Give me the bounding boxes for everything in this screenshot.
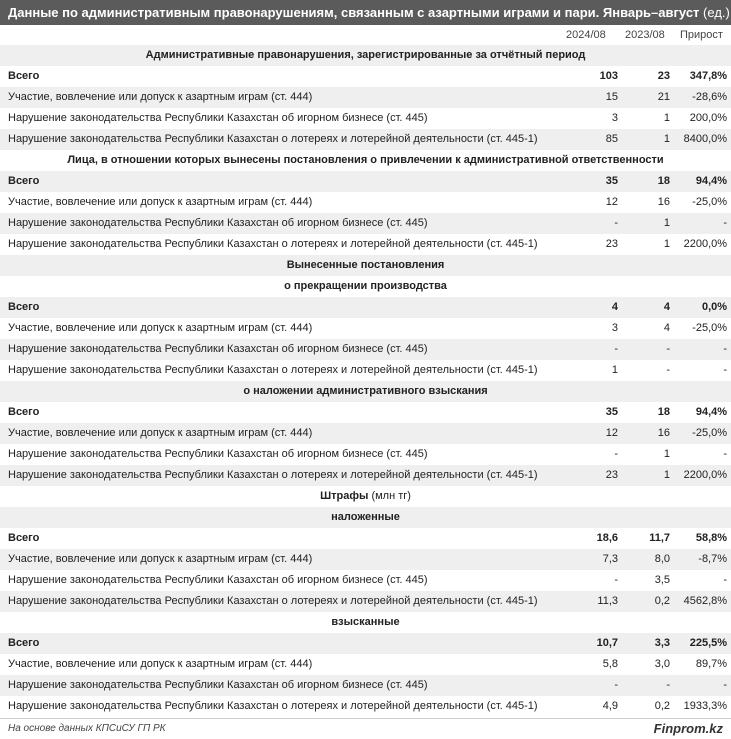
value-2023: 1 — [620, 465, 672, 486]
footer — [0, 718, 731, 739]
table-row — [0, 129, 731, 150]
section-header-row — [0, 276, 731, 297]
value-growth: 1933,3% — [672, 696, 731, 717]
value-2024: 23 — [560, 234, 620, 255]
value-2024: - — [560, 339, 620, 360]
total-row — [0, 171, 731, 192]
value-2023: 16 — [620, 423, 672, 444]
value-growth: 58,8% — [672, 528, 731, 549]
value-growth: -25,0% — [672, 192, 731, 213]
section-title-text: о наложении административного взыскания — [243, 385, 488, 397]
value-growth: -8,7% — [672, 549, 731, 570]
section-title-text: Вынесенные постановления — [286, 259, 445, 271]
row-label: Нарушение законодательства Республики Казахстан об игорном бизнесе (ст. 445) — [0, 444, 560, 465]
value-2024: 85 — [560, 129, 620, 150]
row-label: Нарушение законодательства Республики Казахстан о лотереях и лотерейной деятельности (ст. 445-1) — [0, 234, 560, 255]
value-2024: 15 — [560, 87, 620, 108]
value-growth: - — [672, 675, 731, 696]
value-2024: 12 — [560, 423, 620, 444]
value-growth: - — [672, 360, 731, 381]
value-growth: 2200,0% — [672, 234, 731, 255]
table-row — [0, 444, 731, 465]
section-title-text: Штрафы — [320, 490, 369, 502]
value-growth: -25,0% — [672, 423, 731, 444]
value-2023: 21 — [620, 87, 672, 108]
row-label: Нарушение законодательства Республики Казахстан о лотереях и лотерейной деятельности (ст. 445-1) — [0, 696, 560, 717]
value-2023: 1 — [620, 234, 672, 255]
row-label: Участие, вовлечение или допуск к азартным играм (ст. 444) — [0, 423, 560, 444]
row-label: Всего — [0, 633, 560, 654]
value-2023: 23 — [620, 66, 672, 87]
value-2024: - — [560, 675, 620, 696]
value-2024: 3 — [560, 108, 620, 129]
value-2024: - — [560, 444, 620, 465]
row-label: Нарушение законодательства Республики Казахстан о лотереях и лотерейной деятельности (ст. 445-1) — [0, 360, 560, 381]
value-growth: -28,6% — [672, 87, 731, 108]
value-growth: 200,0% — [672, 108, 731, 129]
report-title-unit: (ед.) — [703, 5, 730, 20]
value-2024: 10,7 — [560, 633, 620, 654]
value-2023: 3,5 — [620, 570, 672, 591]
table-row — [0, 675, 731, 696]
section-header-row — [0, 486, 731, 507]
total-row — [0, 633, 731, 654]
value-2023: 18 — [620, 402, 672, 423]
section-header-row — [0, 381, 731, 402]
table-row — [0, 654, 731, 675]
section-title-text: о прекращении производства — [284, 280, 447, 292]
section-title — [0, 150, 731, 171]
value-2024: 11,3 — [560, 591, 620, 612]
table-row — [0, 360, 731, 381]
section-header-row — [0, 612, 731, 633]
table-row — [0, 318, 731, 339]
value-2023: 1 — [620, 108, 672, 129]
table-row — [0, 570, 731, 591]
column-header-row — [0, 25, 731, 45]
value-growth: 8400,0% — [672, 129, 731, 150]
section-title — [0, 381, 731, 402]
total-row — [0, 402, 731, 423]
row-label: Нарушение законодательства Республики Казахстан об игорном бизнесе (ст. 445) — [0, 339, 560, 360]
report-title — [0, 0, 731, 25]
total-row — [0, 297, 731, 318]
value-growth: 2200,0% — [672, 465, 731, 486]
value-growth: - — [672, 570, 731, 591]
section-title — [0, 276, 731, 297]
value-2023: 11,7 — [620, 528, 672, 549]
value-growth: - — [672, 444, 731, 465]
row-label: Нарушение законодательства Республики Казахстан о лотереях и лотерейной деятельности (ст. 445-1) — [0, 591, 560, 612]
section-title — [0, 45, 731, 66]
table-row — [0, 192, 731, 213]
row-label: Нарушение законодательства Республики Казахстан об игорном бизнесе (ст. 445) — [0, 108, 560, 129]
row-label: Нарушение законодательства Республики Казахстан об игорном бизнесе (ст. 445) — [0, 213, 560, 234]
section-title-text: Лица, в отношении которых вынесены постановления о привлечении к административной ответственности — [67, 154, 664, 166]
section-header-row — [0, 45, 731, 66]
value-2023: 0,2 — [620, 591, 672, 612]
table-row — [0, 234, 731, 255]
value-2024: - — [560, 570, 620, 591]
value-2024: 7,3 — [560, 549, 620, 570]
value-2023: 0,2 — [620, 696, 672, 717]
column-header-2023: 2023/08 — [625, 29, 665, 41]
value-growth: 89,7% — [672, 654, 731, 675]
table-row — [0, 465, 731, 486]
value-2023: 3,3 — [620, 633, 672, 654]
section-unit: (млн тг) — [371, 490, 411, 502]
section-title — [0, 612, 731, 633]
brand-logo-text: Finprom.kz — [653, 721, 723, 736]
value-2023: - — [620, 360, 672, 381]
table-row — [0, 108, 731, 129]
row-label: Участие, вовлечение или допуск к азартным играм (ст. 444) — [0, 87, 560, 108]
value-growth: 4562,8% — [672, 591, 731, 612]
total-row — [0, 66, 731, 87]
table-row — [0, 213, 731, 234]
value-growth: 347,8% — [672, 66, 731, 87]
row-label: Участие, вовлечение или допуск к азартным играм (ст. 444) — [0, 318, 560, 339]
value-2023: 8,0 — [620, 549, 672, 570]
data-table — [0, 45, 731, 717]
section-title-text: наложенные — [331, 511, 400, 523]
row-label: Всего — [0, 171, 560, 192]
table-row — [0, 423, 731, 444]
section-header-row — [0, 507, 731, 528]
value-2023: - — [620, 339, 672, 360]
value-2024: 5,8 — [560, 654, 620, 675]
row-label: Участие, вовлечение или допуск к азартным играм (ст. 444) — [0, 549, 560, 570]
value-2023: 1 — [620, 129, 672, 150]
row-label: Всего — [0, 528, 560, 549]
section-title-text: взысканные — [331, 616, 400, 628]
value-2024: 18,6 — [560, 528, 620, 549]
value-2023: 4 — [620, 318, 672, 339]
value-2024: 12 — [560, 192, 620, 213]
section-title-text: Административные правонарушения, зарегистрированные за отчётный период — [145, 49, 586, 61]
value-growth: -25,0% — [672, 318, 731, 339]
value-growth: 0,0% — [672, 297, 731, 318]
row-label: Нарушение законодательства Республики Казахстан о лотереях и лотерейной деятельности (ст. 445-1) — [0, 465, 560, 486]
value-2024: 103 — [560, 66, 620, 87]
row-label: Всего — [0, 402, 560, 423]
value-growth: - — [672, 213, 731, 234]
value-2023: - — [620, 675, 672, 696]
value-2024: 4 — [560, 297, 620, 318]
value-2023: 3,0 — [620, 654, 672, 675]
table-row — [0, 696, 731, 717]
value-growth: - — [672, 339, 731, 360]
row-label: Нарушение законодательства Республики Казахстан о лотереях и лотерейной деятельности (ст. 445-1) — [0, 129, 560, 150]
value-2024: 35 — [560, 171, 620, 192]
row-label: Нарушение законодательства Республики Казахстан об игорном бизнесе (ст. 445) — [0, 675, 560, 696]
value-2024: 3 — [560, 318, 620, 339]
table-row — [0, 591, 731, 612]
value-2023: 4 — [620, 297, 672, 318]
value-2024: 4,9 — [560, 696, 620, 717]
total-row — [0, 528, 731, 549]
row-label: Участие, вовлечение или допуск к азартным играм (ст. 444) — [0, 654, 560, 675]
value-2024: 35 — [560, 402, 620, 423]
report-title-text: Данные по административным правонарушениям, связанным с азартными играми и пари. Январь–август — [8, 5, 700, 20]
section-title — [0, 507, 731, 528]
section-header-row — [0, 150, 731, 171]
value-growth: 94,4% — [672, 171, 731, 192]
row-label: Всего — [0, 66, 560, 87]
value-growth: 94,4% — [672, 402, 731, 423]
data-table-body — [0, 45, 731, 717]
row-label: Всего — [0, 297, 560, 318]
value-growth: 225,5% — [672, 633, 731, 654]
value-2023: 1 — [620, 444, 672, 465]
section-header-row — [0, 255, 731, 276]
row-label: Нарушение законодательства Республики Казахстан об игорном бизнесе (ст. 445) — [0, 570, 560, 591]
value-2024: 1 — [560, 360, 620, 381]
table-row — [0, 549, 731, 570]
value-2023: 1 — [620, 213, 672, 234]
section-title — [0, 255, 731, 276]
value-2023: 18 — [620, 171, 672, 192]
column-header-growth: Прирост — [680, 29, 723, 41]
table-row — [0, 87, 731, 108]
table-row — [0, 339, 731, 360]
value-2023: 16 — [620, 192, 672, 213]
column-header-2024: 2024/08 — [566, 29, 606, 41]
value-2024: 23 — [560, 465, 620, 486]
source-note: На основе данных КПСиСУ ГП РК — [8, 723, 166, 734]
section-title — [0, 486, 731, 507]
row-label: Участие, вовлечение или допуск к азартным играм (ст. 444) — [0, 192, 560, 213]
value-2024: - — [560, 213, 620, 234]
